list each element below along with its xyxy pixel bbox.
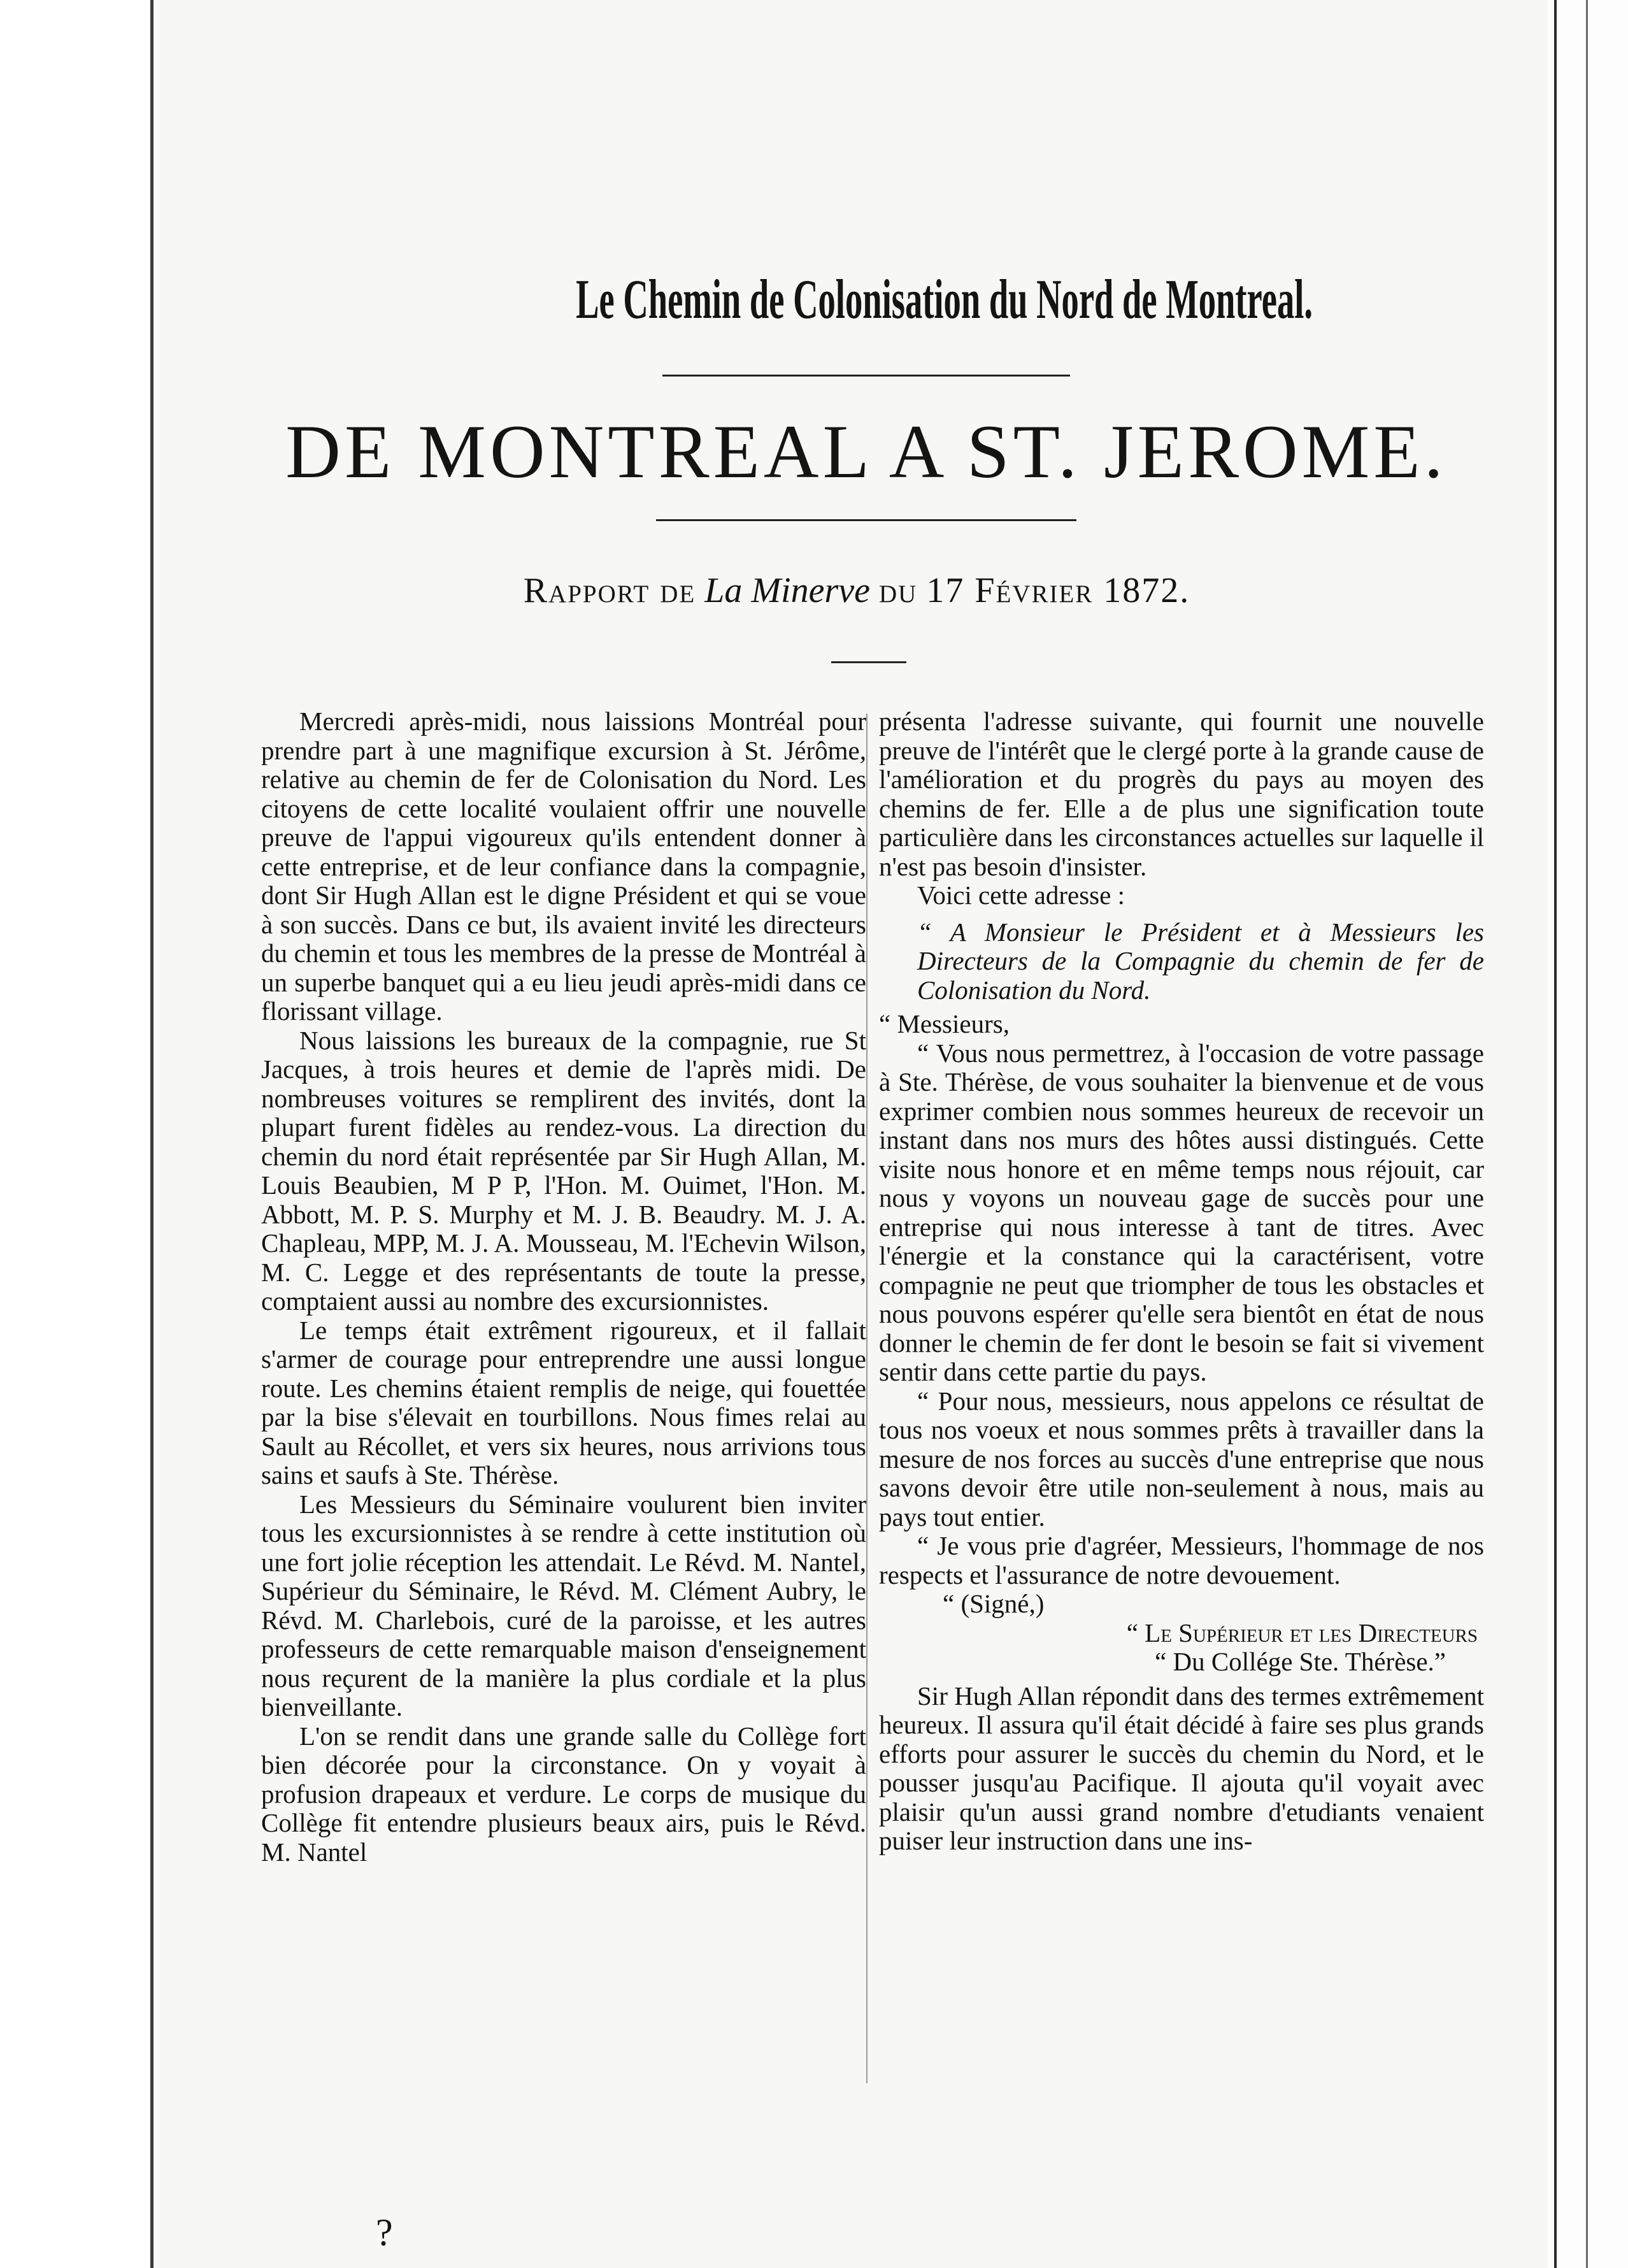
report-rule: [831, 661, 906, 663]
pencil-mark: ?: [376, 2211, 393, 2253]
signed-line: “ (Signé,): [943, 1589, 1045, 1618]
main-title: DE MONTREAL A ST. JEROME.: [285, 409, 1447, 494]
series-title: Le Chemin de Colonisation du Nord de Montreal.: [576, 269, 1313, 331]
paragraph: L'on se rendit dans une grande salle du Collège fort bien décorée pour la circonstance. On y voyait à profusion drapeaux et verdure. Le corps de musique du Collège fit entendre plusieurs beaux airs, puis le Révd. M. Nantel: [261, 1721, 866, 1867]
paragraph: présenta l'adresse suivante, qui fournit une nouvelle preuve de l'intérêt que le clergé porte à la grande cause de l'amélioration et du progrès du pays au moyen des chemins de fer. Elle a de plus une signification toute particulière dans les circonstances actuelles sur laquelle il n'est pas besoin d'insister.: [879, 707, 1484, 881]
address-heading: “ A Monsieur le Président et à Messieurs les Directeurs de la Compagnie du chemin de fer de Colonisation du Nord.: [917, 917, 1484, 1005]
paragraph: “ Je vous prie d'agréer, Messieurs, l'hommage de nos respects et l'assurance de notre devouement.: [879, 1531, 1484, 1590]
paragraph: Sir Hugh Allan répondit dans des termes extrêmement heureux. Il assura qu'il était décidé à faire ses plus grands efforts pour assurer le succès du chemin du Nord, et le pousser jusqu'au Pacifique. Il ajouta qu'il voyait avec plaisir qu'un aussi grand nombre d'etudiants venaient puiser leur instruction dans une ins-: [879, 1681, 1484, 1855]
scan-right-margin: [1548, 0, 1628, 2268]
newspaper-name: La Minerve: [704, 571, 870, 610]
report-line: [497, 570, 1217, 611]
report-middle: du: [878, 571, 918, 610]
left-column: [261, 707, 866, 2083]
scan-right-edge: [1554, 0, 1557, 2268]
scan-right-edge-inner: [1586, 0, 1588, 2268]
salutation: “ Messieurs,: [879, 1009, 1010, 1038]
paragraph: Le temps était extrêment rigoureux, et il fallait s'armer de courage pour entreprendre une aussi longue route. Les chemins étaient remplis de neige, qui fouettée par la bise s'élevait en tourbillons. Nous fimes relai au Sault au Récollet, et vers six heures, nous arrivions tous sains et saufs à Ste. Thérèse.: [261, 1315, 866, 1489]
report-date: 17 Février 1872.: [926, 571, 1190, 610]
column-separator: [866, 714, 868, 2083]
scan-binding-edge: [150, 0, 154, 2268]
report-prefix: Rapport de: [523, 571, 696, 610]
right-column: [879, 707, 1484, 2083]
scan-left-margin: [0, 0, 159, 2268]
paragraph: Mercredi après-midi, nous laissions Montréal pour prendre part à une magnifique excursion à St. Jérôme, relative au chemin de fer de Colonisation du Nord. Les citoyens de cette localité voulaient offrir une nouvelle preuve de l'appui vigoureux qu'ils entendent donner à cette entreprise, et de leur confiance dans la compagnie, dont Sir Hugh Allan est le digne Président et qui se voue à son succès. Dans ce but, ils avaient invité les directeurs du chemin et tous les membres de la presse de Montréal à un superbe banquet qui a eu lieu jeudi après-midi dans ce florissant village.: [261, 707, 866, 1026]
paragraph: Les Messieurs du Séminaire voulurent bien inviter tous les excursionnistes à se rendre à cette institution où une fort jolie réception les attendait. Le Révd. M. Nantel, Supérieur du Séminaire, le Révd. M. Clément Aubry, le Révd. M. Charlebois, curé de la paroisse, et les autres professeurs de cette remarquable maison d'enseignement nous reçurent de la manière la plus cordiale et la plus bienveillante.: [261, 1489, 866, 1721]
signature-line-2: “ Du Collége Ste. Thérèse.”: [1155, 1647, 1446, 1676]
signature-line-1: “ Le Supérieur et les Directeurs: [1126, 1618, 1478, 1647]
paragraph: Nous laissions les bureaux de la compagnie, rue St Jacques, à trois heures et demie de l'après midi. De nombreuses voitures se remplirent des invités, dont la plupart furent fidèles au rendez-vous. La direction du chemin du nord était représentée par Sir Hugh Allan, M. Louis Beaubien, M P P, l'Hon. M. Ouimet, l'Hon. M. Abbott, M. P. S. Murphy et M. J. B. Beaudry. M. J. A. Chapleau, MPP, M. J. A. Mousseau, M. l'Echevin Wilson, M. C. Legge et des représentants de toute la presse, comptaient aussi au nombre des excursionnistes.: [261, 1025, 866, 1316]
title-rule-bottom: [656, 519, 1076, 521]
title-rule-top: [662, 375, 1070, 377]
paragraph: “ Vous nous permettrez, à l'occasion de votre passage à Ste. Thérèse, de vous souhaiter la bienvenue et de vous exprimer combien nous sommes heureux de recevoir un instant dans nos murs des hôtes aussi distingués. Cette visite nous honore et en même temps nous réjouit, car nous y voyons un nouveau gage de succès pour une entreprise qui nous interesse à tant de titres. Avec l'énergie et la constance qui la caractérisent, votre compagnie ne peut que triompher de tous les obstacles et nous pouvons espérer qu'elle sera bientôt en état de nous donner le chemin de fer dont le besoin se fait si vivement sentir dans cette partie du pays.: [879, 1038, 1484, 1386]
paragraph: Voici cette adresse :: [917, 880, 1125, 910]
paragraph: “ Pour nous, messieurs, nous appelons ce résultat de tous nos voeux et nous sommes prêts à travailler dans la mesure de nos forces au succès d'une entreprise que nous savons devoir être utile non-seulement à nous, mais au pays tout entier.: [879, 1386, 1484, 1532]
